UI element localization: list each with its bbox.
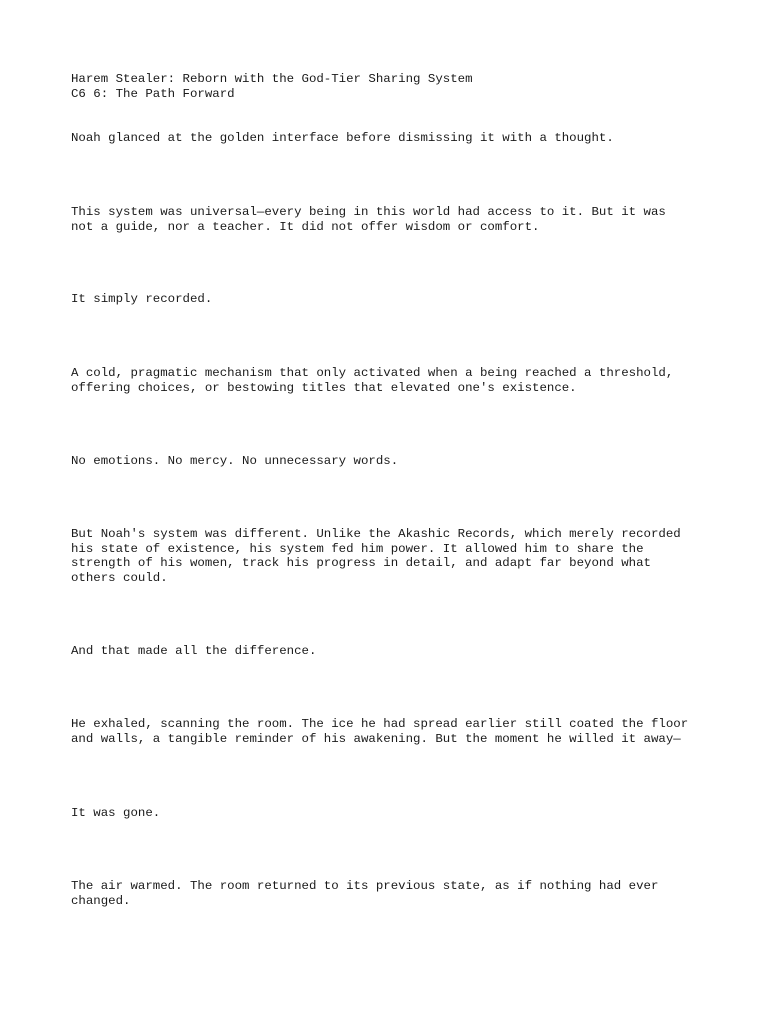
book-title: Harem Stealer: Reborn with the God-Tier Sharing System xyxy=(71,72,473,86)
chapter-heading: C6 6: The Path Forward xyxy=(71,87,235,101)
paragraph: But Noah's system was different. Unlike the Akashic Records, which merely recorded his state of existence, his system fed him power. It allowed him to share the strength of his women, track his progress in detail, and adapt far beyond what others could. xyxy=(71,527,681,585)
paragraph: No emotions. No mercy. No unnecessary words. xyxy=(71,454,399,468)
paragraph: A cold, pragmatic mechanism that only activated when a being reached a threshold, offering choices, or bestowing titles that elevated one's existence. xyxy=(71,366,674,395)
paragraph: This system was universal—every being in this world had access to it. But it was not a guide, nor a teacher. It did not offer wisdom or comfort. xyxy=(71,205,666,234)
paragraph: Noah glanced at the golden interface before dismissing it with a thought. xyxy=(71,131,614,145)
paragraph: It simply recorded. xyxy=(71,292,213,306)
paragraph: It was gone. xyxy=(71,806,161,820)
paragraph: He exhaled, scanning the room. The ice he had spread earlier still coated the floor and walls, a tangible reminder of his awakening. But the moment he willed it away— xyxy=(71,717,689,746)
paragraph: The air warmed. The room returned to its previous state, as if nothing had ever changed. xyxy=(71,879,659,908)
paragraph: And that made all the difference. xyxy=(71,644,317,658)
